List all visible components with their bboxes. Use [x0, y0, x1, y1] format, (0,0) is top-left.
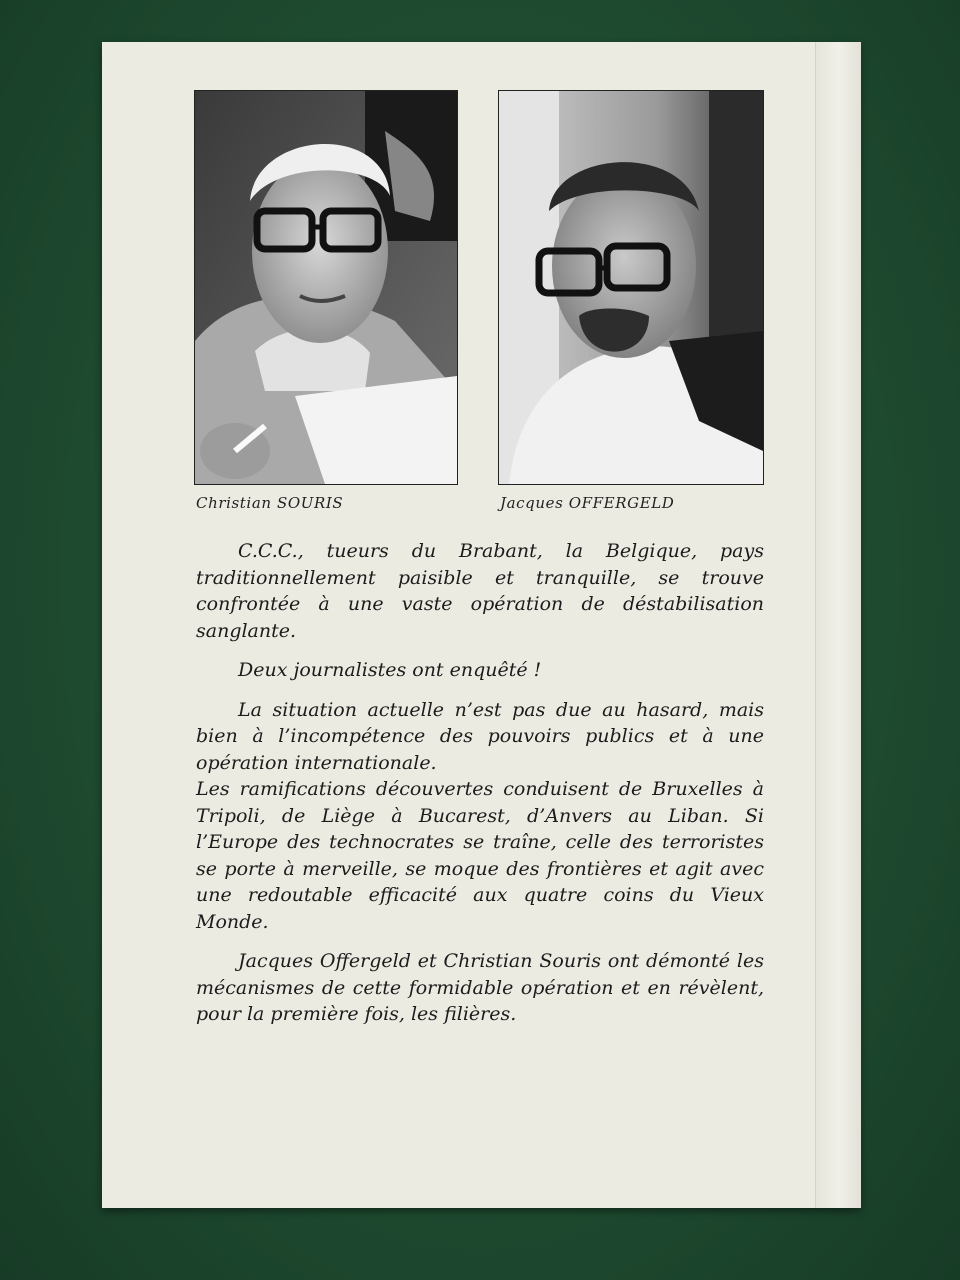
blurb-paragraph-5: Jacques Offergeld et Christian Souris ont démonté les mécanismes de cette formidable opération et en révèlent, pour la première fois, les filières.: [196, 950, 764, 1025]
blurb-paragraph-2: Deux journalistes ont enquêté !: [238, 659, 542, 681]
caption-jacques-offergeld: Jacques OFFERGELD: [500, 494, 675, 512]
blurb-paragraph-1: C.C.C., tueurs du Brabant, la Belgique, pays traditionnellement paisible et tranquille, se trouve confrontée à une vaste opération de déstabilisation sanglante.: [196, 540, 764, 642]
blurb-paragraph-3: La situation actuelle n’est pas due au hasard, mais bien à l’incompétence des pouvoirs publics et à une opération internationale.: [196, 698, 764, 774]
photo-jacques-offergeld: [498, 90, 764, 485]
book-spine-edge: [815, 42, 861, 1208]
photo-christian-souris: [194, 90, 458, 485]
blurb-paragraph-4: Les ramifications découvertes conduisent de Bruxelles à Tripoli, de Liège à Bucarest, d’Anvers au Liban. Si l’Europe des technocrates se traîne, celle des terroristes se porte à merveille, se moque des frontières et agit avec une redoutable efficacité aux quatre coins du Vieux Monde.: [196, 778, 764, 933]
caption-christian-souris: Christian SOURIS: [196, 494, 344, 512]
blurb-text: [196, 538, 764, 1041]
